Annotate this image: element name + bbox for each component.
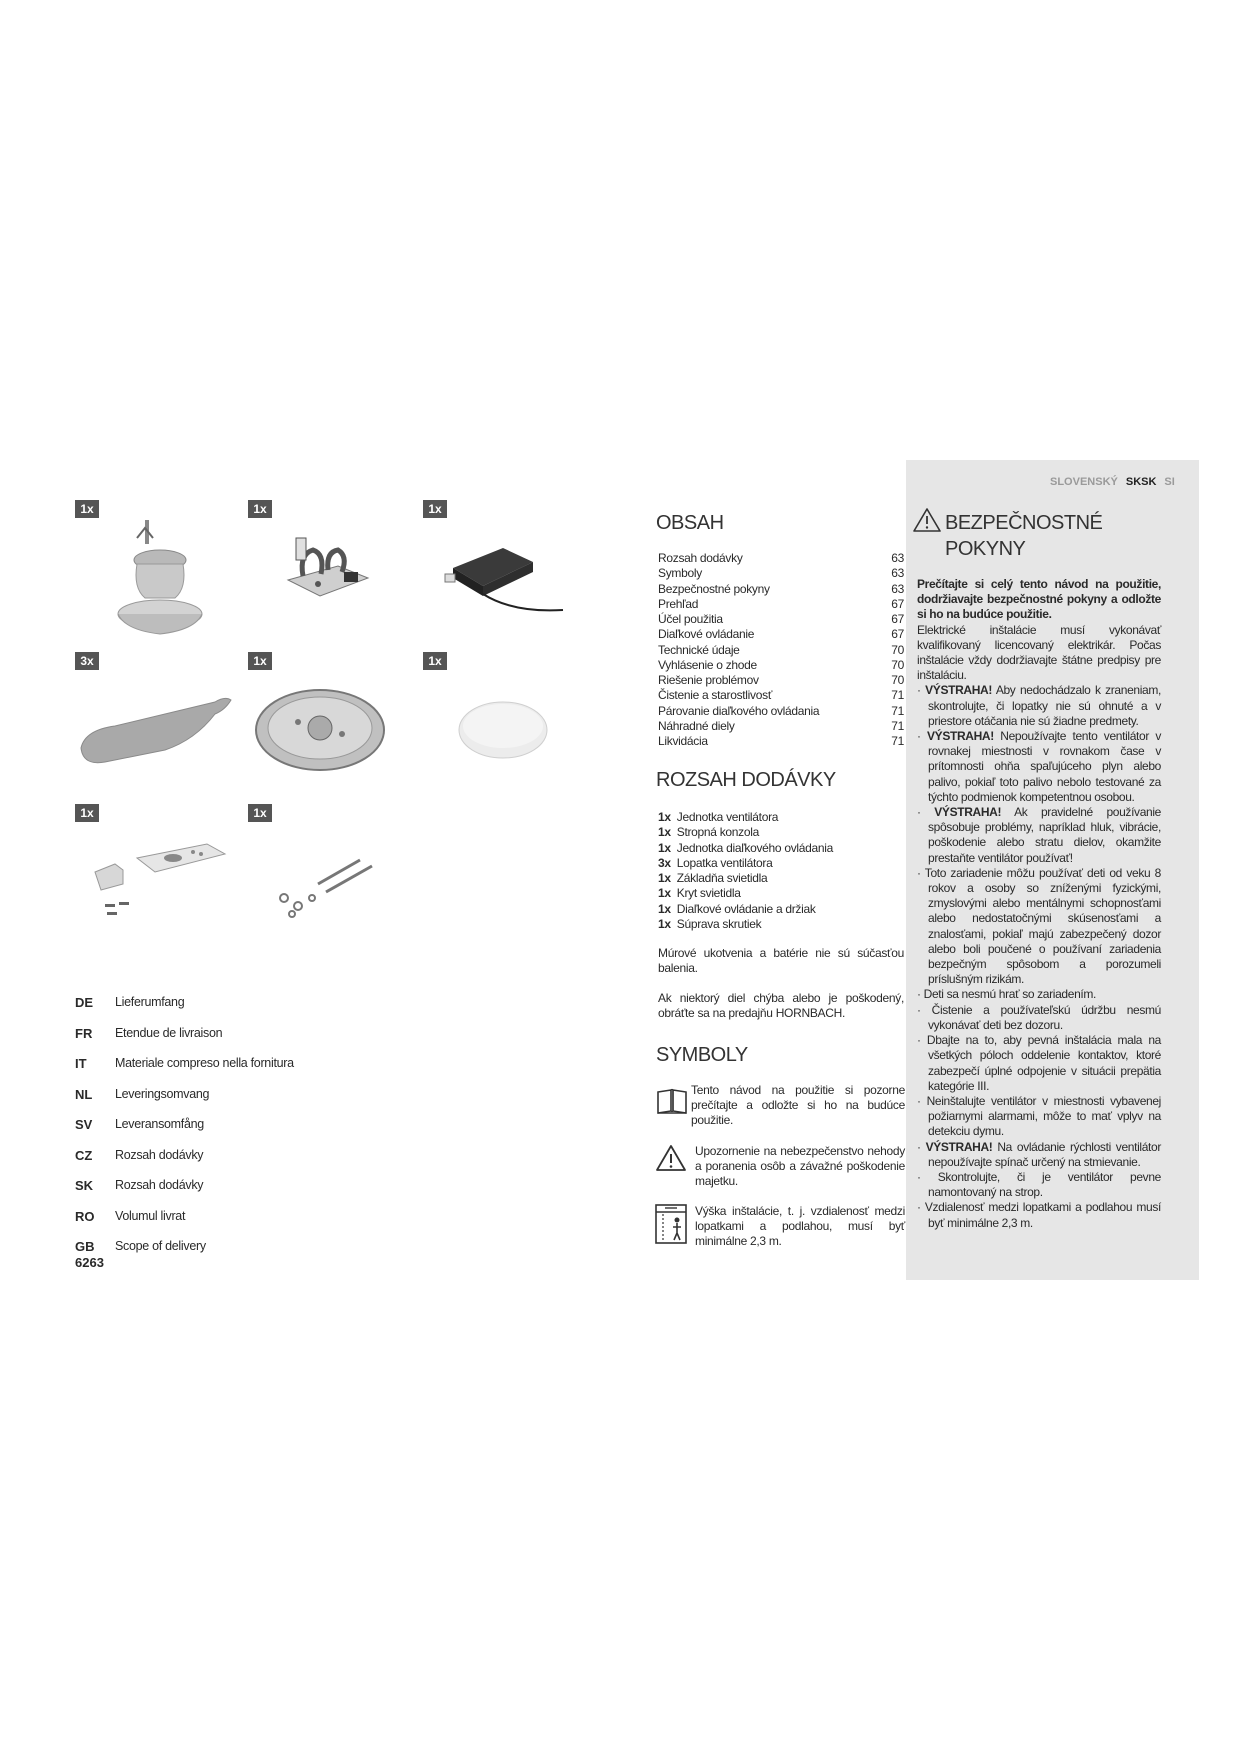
scope-item-label: Stropná konzola [676,825,759,840]
toc-item-page: 63 [891,551,904,565]
language-code: SV [75,1117,93,1132]
safety-lead: Elektrické inštalácie musí vykonávať kvalifikovaný licencovaný elektrikár. Počas inštalácie vždy dodržiavajte štátne predpisy pre inštaláciu. [917,622,1161,683]
language-code: NL [75,1087,93,1102]
language-label: Materiale compreso nella fornitura [115,1056,294,1070]
language-code: FR [75,1026,93,1041]
remote-control-image [75,822,235,944]
safety-bullet-text: Na ovládanie rýchlosti ventilátor nepoužívajte spínač určený na stmievanie. [928,1139,1161,1169]
scope-item-label: Súprava skrutiek [676,917,762,932]
toc-item-label: Diaľkové ovládanie [658,627,755,642]
safety-bullet-text: Ak pravidelné používanie spôsobuje problémy, napríklad hluk, vibrácie, poškodenie alebo stratu dielov, okamžite prestaňte ventilátor používať! [928,805,1161,865]
safety-bullet-text: Vzdialenosť medzi lopatkami a podlahou musí byť minimálne 2,3 m. [924,1200,1161,1230]
safety-intro: Prečítajte si celý tento návod na použitie, dodržiavajte bezpečnostné pokyny a odložte si ho na budúce použitie. [917,577,1161,622]
page-number: 6263 [75,1255,104,1270]
toc-item [658,612,904,627]
quantity-badge: 3x [75,652,99,670]
manual-book-icon [655,1087,689,1115]
toc-item [658,734,904,749]
warning-triangle-icon [912,507,942,533]
toc-item-page: 67 [891,627,904,642]
toc-item-page: 67 [891,596,904,611]
part-tile-light-cover [423,652,573,792]
toc-item-label: Prehľad [658,596,699,611]
scope-item-label: Základňa svietidla [676,871,768,886]
scope-item-qty: 1x [658,825,671,840]
scope-item-label: Jednotka diaľkového ovládania [676,840,834,855]
part-tile-fan-blade [75,652,225,792]
safety-bullet: · Toto zariadenie môžu používať deti od veku 8 rokov a osoby so zníženými fyzickými, zmyslovými alebo mentálnymi schopnosťami alebo nedostatočnými skúsenosťami a znalosťami, pokiaľ majú zabezpečený dozor alebo boli poučené o používaní zariadenia bezpečným spôsobom a porozumeli príslušným rizikám. [917,865,1161,987]
part-tile-ceiling-bracket [248,500,398,640]
safety-bullet-text: Toto zariadenie môžu používať deti od veku 8 rokov a osoby so zníženými fyzickými, zmyslovými alebo mentálnymi schopnosťami alebo nedostatočnými skúsenosťami a znalosťami, pokiaľ majú zabezpečený dozor alebo boli poučené o používaní zariadenia bezpečným spôsobom a porozumeli príslušným rizikám. [924,865,1161,987]
toc-item-page: 70 [891,673,904,687]
scope-item-qty: 1x [658,840,671,855]
toc-item-label: Účel použitia [658,612,723,626]
scope-item [658,886,908,901]
safety-bullet-text: Aby nedochádzalo k zraneniam, skontrolujte, či lopatky nie sú ohnuté a v priestore otáčania nie sú žiadne predmety. [928,683,1161,728]
language-code: SK [75,1178,94,1193]
toc-item-page: 70 [891,642,904,657]
light-cover-image [423,670,573,792]
scope-list [658,810,908,932]
symbol-text: Výška inštalácie, t. j. vzdialenosť medzi lopatkami a podlahou, musí byť minimálne 2,3 m. [695,1204,905,1248]
toc-item-label: Riešenie problémov [658,673,759,687]
safety-bullet-text: Deti sa nesmú hrať so zariadením. [923,987,1097,1002]
toc-item-page: 71 [891,703,904,718]
safety-bullet-text: Skontrolujte, či je ventilátor pevne namontovaný na strop. [928,1169,1161,1200]
scope-note-missing-parts: Ak niektorý diel chýba alebo je poškodený, obráťte sa na predajňu HORNBACH. [658,991,904,1020]
toc-item [658,673,904,688]
scope-item-qty: 3x [658,855,671,870]
symbols-title: SYMBOLY [656,1044,748,1066]
toc-item-page: 71 [891,734,904,748]
motor-unit-image [75,518,225,640]
light-base-image [248,670,398,792]
scope-item-label: Jednotka ventilátora [676,810,779,824]
part-tile-motor-unit [75,500,225,640]
warning-triangle-icon [655,1144,687,1172]
safety-bullet: · Deti sa nesmú hrať so zariadením. [917,987,1097,1002]
language-code: CZ [75,1148,93,1163]
part-tile-screw-set [248,804,398,944]
symbol-row-warning [655,1144,905,1194]
toc-item [658,551,904,566]
scope-item-qty: 1x [658,886,671,901]
safety-bullet: · Neinštalujte ventilátor v miestnosti vybavenej požiarnymi alarmami, môže to mať vplyv na detekciu dymu. [917,1093,1161,1139]
quantity-badge: 1x [423,500,447,518]
scope-item [658,902,908,917]
scope-item-label: Lopatka ventilátora [676,855,773,870]
quantity-badge: 1x [423,652,447,670]
scope-item [658,810,908,825]
toc-item [658,582,904,597]
language-code-active: SKSK [1125,476,1157,488]
safety-bullet: · Čistenie a používateľskú údržbu nesmú vykonávať deti bez dozoru. [917,1002,1161,1032]
ceiling-bracket-image [248,518,398,640]
language-label: Rozsah dodávky [115,1178,204,1192]
safety-bullet: · Dbajte na to, aby pevná inštalácia mala na všetkých póloch oddelenie kontaktov, ktoré zabezpečí úplné odpojenie v situácii prepätia kategórie III. [917,1033,1161,1093]
safety-bullet-warning: VÝSTRAHA! [925,1139,993,1154]
language-code: GB [75,1239,95,1254]
scope-item [658,871,908,886]
safety-bullet-text: Dbajte na to, aby pevná inštalácia mala na všetkých póloch oddelenie kontaktov, ktoré zabezpečí úplné odpojenie v situácii prepätia kategórie III. [926,1033,1161,1093]
height-clearance-icon [655,1204,687,1244]
toc-item-page: 67 [891,612,904,626]
symbol-text: Tento návod na použitie si pozorne prečítajte a odložte si ho na budúce použitie. [691,1083,905,1127]
language-label: Scope of delivery [115,1239,206,1253]
scope-item-qty: 1x [658,810,671,824]
safety-bullet: · VÝSTRAHA! Ak pravidelné používanie spôsobuje problémy, napríklad hluk, vibrácie, poškodenie alebo stratu dielov, okamžite prestaňte ventilátor používať! [917,805,1161,865]
symbol-row-manual [655,1083,905,1127]
safety-bullet: · VÝSTRAHA! Nepoužívajte tento ventilátor v rovnakej miestnosti v rovnakom čase v prítomnosti ohňa spaľujúceho plyn alebo palivo, pokiaľ toto palivo nebolo testované za týchto podmienok kompetentnou osobou. [917,729,1162,804]
scope-item [658,825,908,840]
quantity-badge: 1x [75,500,99,518]
scope-item-qty: 1x [658,917,671,932]
safety-bullet: · Vzdialenosť medzi lopatkami a podlahou musí byť minimálne 2,3 m. [917,1200,1161,1230]
toc-item [658,566,904,581]
quantity-badge: 1x [248,804,272,822]
toc-item-page: 71 [891,718,904,733]
toc-item-label: Čistenie a starostlivosť [658,688,773,703]
toc-item-label: Vyhlásenie o zhode [658,657,757,672]
toc-item-label: Párovanie diaľkového ovládania [658,703,820,718]
scope-item [658,841,908,856]
toc-item [658,658,904,673]
safety-bullet-warning: VÝSTRAHA! [934,805,1002,820]
toc-item-label: Symboly [658,566,702,581]
toc-item [658,643,904,658]
language-label: Leveransomfång [115,1117,204,1131]
toc-item-label: Bezpečnostné pokyny [658,581,770,596]
remote-receiver-image [423,518,583,640]
quantity-badge: 1x [75,804,99,822]
language-label: Volumul livrat [115,1209,186,1223]
safety-bullet-text: Nepoužívajte tento ventilátor v rovnakej miestnosti v rovnakom čase v prítomnosti ohňa spaľujúceho plyn alebo palivo, pokiaľ toto palivo nebolo testované za týchto podmienok kompetentnou osobou. [928,729,1162,804]
safety-bullet: · VÝSTRAHA! Na ovládanie rýchlosti ventilátor nepoužívajte spínač určený na stmievanie. [917,1139,1161,1169]
toc-item [658,688,904,703]
language-name: SLOVENSKÝ [1050,476,1118,488]
language-code: IT [75,1056,87,1071]
symbol-row-height [655,1204,905,1252]
safety-bullet: · VÝSTRAHA! Aby nedochádzalo k zraneniam, skontrolujte, či lopatky nie sú ohnuté a v priestore otáčania nie sú žiadne predmety. [917,683,1161,728]
part-tile-remote-receiver [423,500,573,640]
quantity-badge: 1x [248,500,272,518]
toc-item-page: 71 [891,688,904,703]
fan-blade-image [75,670,235,792]
toc-item-label: Náhradné diely [658,718,735,733]
language-code: RO [75,1209,95,1224]
safety-bullet-warning: VÝSTRAHA! [927,729,994,744]
language-code: DE [75,995,94,1010]
toc-item-page: 70 [891,657,904,672]
safety-bullet: · Skontrolujte, či je ventilátor pevne namontovaný na strop. [917,1169,1161,1200]
scope-item-qty: 1x [658,901,671,916]
safety-bullet-text: Neinštalujte ventilátor v miestnosti vybavenej požiarnymi alarmami, môže to mať vplyv na detekciu dymu. [926,1093,1161,1139]
language-header [1050,476,1175,488]
language-code-next: SI [1164,476,1175,488]
scope-title: ROZSAH DODÁVKY [656,769,836,791]
scope-item-label: Kryt svietidla [676,886,741,901]
language-label: Leveringsomvang [115,1087,210,1101]
safety-title-line: POKYNY [945,538,1026,560]
toc-item-label: Technické údaje [658,642,740,657]
language-label: Lieferumfang [115,995,185,1009]
toc-item [658,627,904,642]
scope-item [658,856,908,871]
quantity-badge: 1x [248,652,272,670]
scope-item-qty: 1x [658,871,671,886]
screw-set-image [248,822,398,944]
symbol-text: Upozornenie na nebezpečenstvo nehody a poranenia osôb a závažné poškodenie majetku. [695,1144,905,1188]
language-label: Rozsah dodávky [115,1148,204,1162]
safety-bullet-text: Čistenie a používateľskú údržbu nesmú vykonávať deti bez dozoru. [928,1002,1161,1032]
part-tile-light-base [248,652,398,792]
toc-item-label: Rozsah dodávky [658,551,743,565]
safety-text [917,577,1161,1231]
scope-note-anchors: Múrové ukotvenia a batérie nie sú súčasťou balenia. [658,946,904,975]
scope-item-label: Diaľkové ovládanie a držiak [676,901,816,916]
toc-item [658,704,904,719]
part-tile-remote-control [75,804,225,944]
toc-item [658,597,904,612]
scope-item [658,917,908,932]
toc-item-page: 63 [891,581,904,596]
language-label: Etendue de livraison [115,1026,223,1040]
safety-title-line: BEZPEČNOSTNÉ [945,512,1103,534]
toc-item-label: Likvidácia [658,734,708,748]
toc-item [658,719,904,734]
toc-item-page: 63 [891,566,904,581]
safety-title [945,510,1102,562]
safety-bullet-warning: VÝSTRAHA! [925,683,992,698]
table-of-contents [658,551,904,749]
toc-title: OBSAH [656,512,724,534]
